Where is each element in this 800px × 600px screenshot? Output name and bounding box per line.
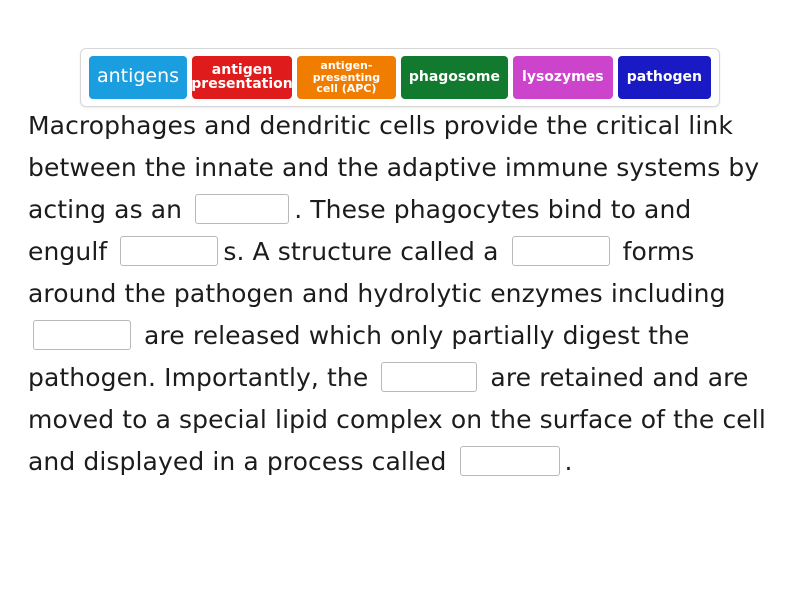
- word-chip[interactable]: antigens: [89, 56, 187, 99]
- word-chip[interactable]: phagosome: [401, 56, 508, 99]
- passage-text: .: [564, 447, 573, 476]
- word-chip[interactable]: lysozymes: [513, 56, 613, 99]
- word-bank: [80, 48, 720, 107]
- blank-4[interactable]: [33, 320, 131, 350]
- passage-text: s. A structure called a: [223, 237, 507, 266]
- passage-text: Macrophages and dendritic cells provide the critical link between the innate and the adaptive immune systems by acting as an: [28, 111, 768, 224]
- passage-text: are released which only partially digest the pathogen. Importantly, the: [28, 321, 698, 392]
- passage-text: . These phagocytes bind to and engulf: [28, 195, 700, 266]
- fill-in-the-blank-passage: [28, 105, 778, 483]
- word-chip[interactable]: pathogen: [618, 56, 711, 99]
- blank-3[interactable]: [512, 236, 610, 266]
- blank-6[interactable]: [460, 446, 560, 476]
- blank-5[interactable]: [381, 362, 477, 392]
- blank-1[interactable]: [195, 194, 289, 224]
- passage-text: are retained and are moved to a special lipid complex on the surface of the cell and displayed in a process called: [28, 363, 774, 476]
- blank-2[interactable]: [120, 236, 218, 266]
- word-chip[interactable]: antigen presentation: [192, 56, 292, 99]
- word-chip[interactable]: antigen-presenting cell (APC): [297, 56, 396, 99]
- passage-text: forms around the pathogen and hydrolytic enzymes including: [28, 237, 734, 308]
